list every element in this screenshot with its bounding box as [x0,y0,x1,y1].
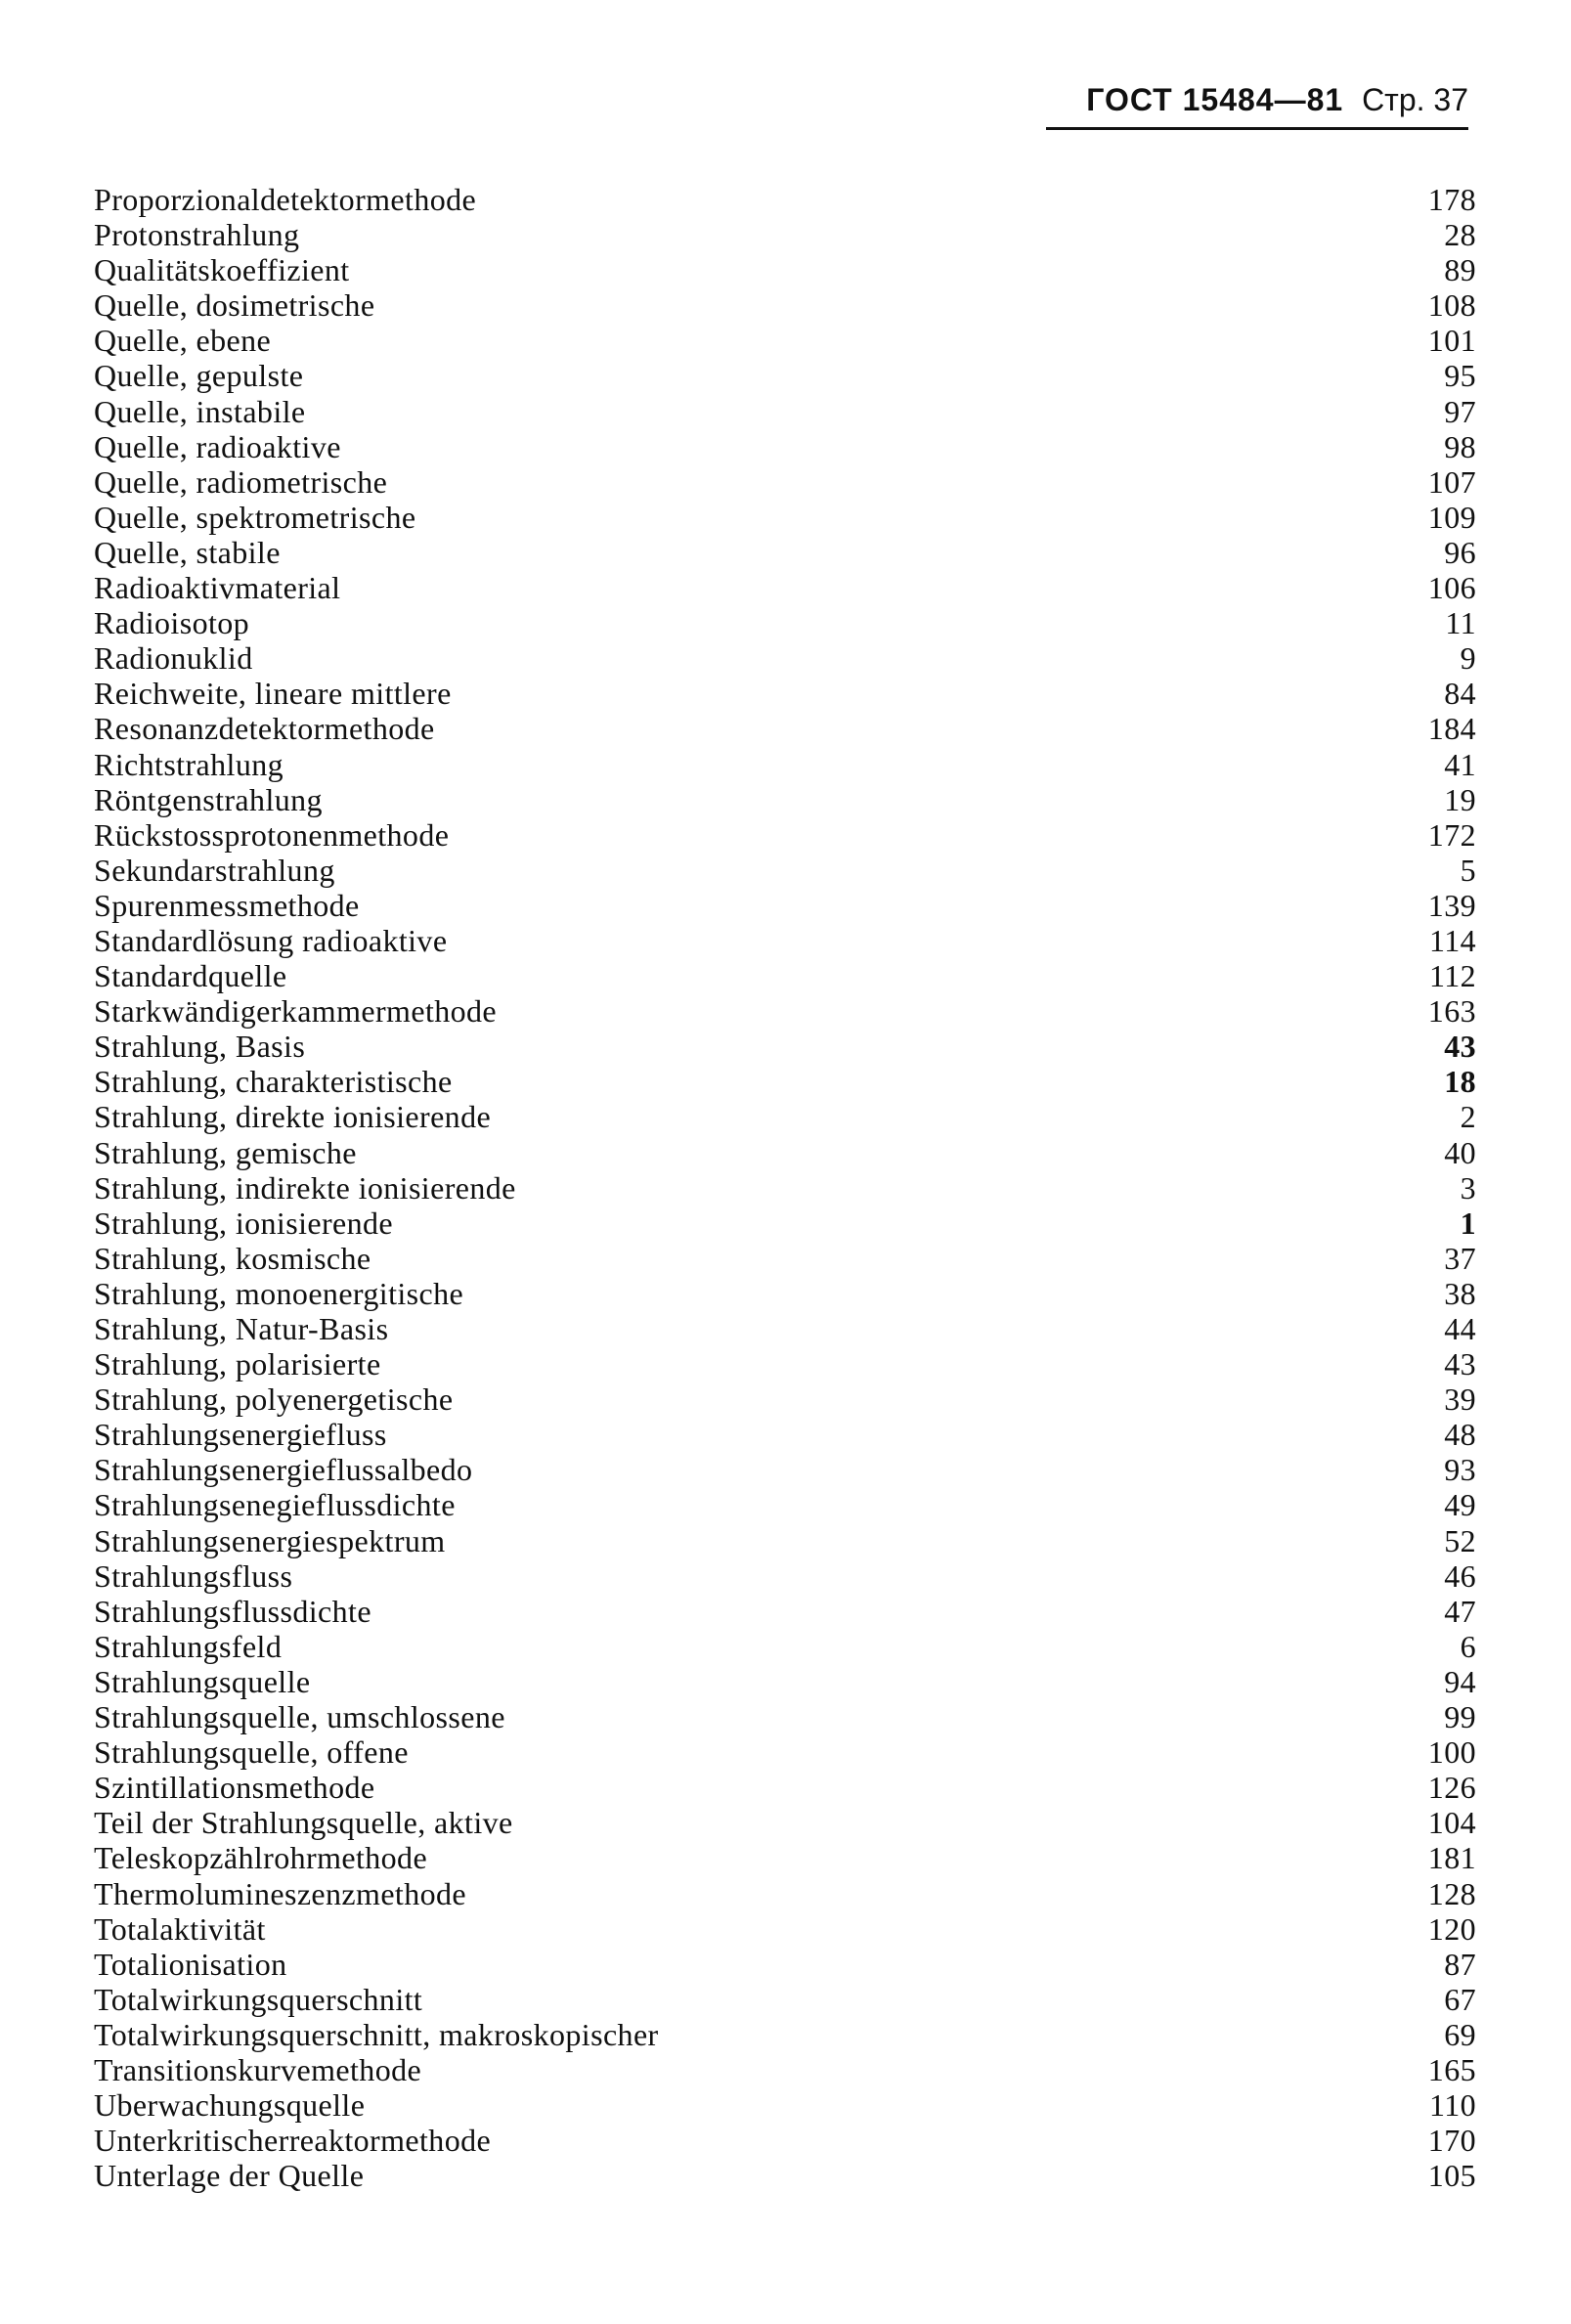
index-entry [94,1381,1476,1417]
index-term: Resonanzdetektormethode [94,711,435,747]
index-entry [94,1099,1476,1134]
index-term: Sekundarstrahlung [94,852,335,888]
index-entry [94,676,1476,711]
index-entry [94,1241,1476,1276]
index-term-number: 172 [1427,816,1476,853]
index-entry [94,923,1476,958]
index-entry [94,1064,1476,1099]
index-term: Strahlungsenergiefluss [94,1417,387,1453]
index-entry [94,1770,1476,1805]
index-entry [94,1664,1476,1699]
index-entry [94,429,1476,464]
index-term: Qualitätskoeffizient [94,252,350,288]
index-term: Strahlung, polarisierte [94,1346,381,1382]
index-term-number: 19 [1444,781,1476,817]
index-entry [94,1699,1476,1734]
index-term: Teleskopzählrohrmethode [94,1840,428,1876]
index-term-number: 105 [1427,2158,1476,2194]
index-term: Strahlung, monoenergitische [94,1275,464,1311]
index-term: Strahlungsflussdichte [94,1593,371,1629]
index-term-number: 84 [1444,676,1476,712]
index-entry [94,1206,1476,1241]
index-entry [94,1947,1476,1982]
index-entry [94,1029,1476,1064]
index-entry [94,1734,1476,1770]
index-entry [94,853,1476,888]
index-entry [94,1135,1476,1170]
index-term: Protonstrahlung [94,217,300,253]
index-term: Quelle, instabile [94,393,306,429]
index-entry [94,605,1476,640]
index-entry [94,323,1476,358]
index-term: Quelle, stabile [94,534,281,570]
index-term-number: 3 [1460,1169,1476,1206]
index-term-number: 11 [1445,605,1476,641]
index-entry [94,958,1476,993]
index-term: Starkwändigerkammermethode [94,993,498,1030]
index-term: Strahlung, kosmische [94,1240,371,1276]
index-term-number: 108 [1427,287,1476,324]
index-entry [94,782,1476,817]
index-term-number: 49 [1444,1487,1476,1523]
index-term: Spurenmessmethode [94,887,360,923]
index-term-number: 67 [1444,1981,1476,2017]
index-entry [94,1487,1476,1522]
index-term-number: 43 [1444,1346,1476,1382]
index-term-number: 114 [1428,922,1476,958]
index-entry [94,1629,1476,1664]
index-term: Quelle, radioaktive [94,428,341,464]
index-entry [94,747,1476,782]
index-term-number: 100 [1427,1734,1476,1771]
index-term-number: 178 [1427,182,1476,217]
index-term-number: 37 [1444,1240,1476,1276]
index-term: Proporzionaldetektormethode [94,182,477,217]
index-term-number: 87 [1444,1946,1476,1982]
page-number: Стр. 37 [1362,82,1468,117]
index-entry [94,1170,1476,1206]
index-entry [94,570,1476,605]
index-term-number: 2 [1460,1099,1476,1135]
term-index-list [94,182,1476,2193]
index-term-number: 99 [1444,1699,1476,1735]
index-entry [94,1452,1476,1487]
index-term-number: 1 [1460,1205,1476,1241]
index-term-number: 48 [1444,1417,1476,1453]
index-entry [94,182,1476,217]
index-term-number: 109 [1427,499,1476,535]
index-term: Strahlung, charakteristische [94,1064,453,1100]
index-entry [94,1594,1476,1629]
index-entry [94,535,1476,570]
index-entry [94,1346,1476,1381]
index-term: Quelle, ebene [94,323,272,359]
index-entry [94,1311,1476,1346]
index-entry [94,640,1476,676]
index-term-number: 46 [1444,1557,1476,1594]
index-entry [94,1558,1476,1594]
index-entry [94,464,1476,500]
index-entry [94,358,1476,393]
index-term: Quelle, gepulste [94,358,304,394]
index-term-number: 98 [1444,428,1476,464]
index-term-number: 165 [1427,2051,1476,2087]
index-entry [94,1276,1476,1311]
index-term-number: 89 [1444,252,1476,288]
index-term: Transitionskurvemethode [94,2051,422,2087]
index-term: Strahlung, Basis [94,1029,306,1065]
index-term: Strahlung, polyenergetische [94,1381,454,1418]
index-term-number: 6 [1460,1628,1476,1664]
index-term-number: 110 [1428,2087,1476,2124]
index-term: Quelle, spektrometrische [94,499,416,535]
index-term: Reichweite, lineare mittlere [94,676,452,712]
index-term: Radioisotop [94,605,250,641]
index-entry [94,993,1476,1029]
index-term-number: 18 [1444,1064,1476,1100]
index-entry [94,217,1476,252]
index-term-number: 93 [1444,1452,1476,1488]
index-term-number: 94 [1444,1663,1476,1699]
index-entry [94,2017,1476,2052]
index-term: Strahlungsfeld [94,1628,283,1664]
index-term-number: 96 [1444,534,1476,570]
index-term: Strahlung, direkte ionisierende [94,1099,492,1135]
index-term-number: 101 [1427,323,1476,359]
index-entry [94,1523,1476,1558]
index-term-number: 95 [1444,358,1476,394]
index-term: Strahlungsfluss [94,1557,293,1594]
index-entry [94,500,1476,535]
index-term-number: 181 [1427,1840,1476,1876]
index-term: Standardquelle [94,958,287,994]
index-term: Szintillationsmethode [94,1770,375,1806]
index-term: Strahlung, gemische [94,1134,357,1170]
index-term-number: 39 [1444,1381,1476,1418]
index-term: Teil der Strahlungsquelle, aktive [94,1805,513,1841]
index-term-number: 120 [1427,1910,1476,1947]
index-term: Rückstossprotonenmethode [94,816,450,853]
index-term: Totalwirkungsquerschnitt [94,1981,423,2017]
index-entry [94,2158,1476,2193]
index-term: Strahlung, indirekte ionisierende [94,1169,516,1206]
index-term-number: 52 [1444,1522,1476,1558]
index-term-number: 40 [1444,1134,1476,1170]
index-term-number: 139 [1427,887,1476,923]
index-entry [94,888,1476,923]
index-term-number: 126 [1427,1770,1476,1806]
index-term: Röntgenstrahlung [94,781,323,817]
index-term: Uberwachungsquelle [94,2087,366,2124]
index-term: Strahlungsquelle, umschlossene [94,1699,505,1735]
index-entry [94,252,1476,287]
index-term-number: 107 [1427,463,1476,500]
index-entry [94,394,1476,429]
index-term-number: 163 [1427,993,1476,1030]
index-term: Quelle, dosimetrische [94,287,375,324]
index-entry [94,1840,1476,1875]
index-term-number: 28 [1444,217,1476,253]
index-term-number: 184 [1427,711,1476,747]
index-term: Standardlösung radioaktive [94,922,448,958]
index-term-number: 5 [1460,852,1476,888]
index-term-number: 9 [1460,640,1476,677]
index-term-number: 43 [1444,1029,1476,1065]
index-term: Radioaktivmaterial [94,570,341,606]
index-term-number: 104 [1427,1805,1476,1841]
index-entry [94,287,1476,323]
index-entry [94,1876,1476,1911]
index-term: Strahlungsenergiespektrum [94,1522,446,1558]
index-entry [94,1982,1476,2017]
index-term-number: 38 [1444,1275,1476,1311]
index-entry [94,1805,1476,1840]
index-term: Unterlage der Quelle [94,2158,365,2194]
index-term: Strahlungsquelle, offene [94,1734,409,1771]
index-term: Strahlungsenergieflussalbedo [94,1452,473,1488]
index-term-number: 97 [1444,393,1476,429]
index-term-number: 47 [1444,1593,1476,1629]
index-term: Totalwirkungsquerschnitt, makroskopischer [94,2016,659,2052]
index-term: Thermolumineszenzmethode [94,1875,467,1911]
index-term: Totalaktivität [94,1910,266,1947]
index-entry [94,711,1476,746]
index-term-number: 41 [1444,746,1476,782]
index-entry [94,2123,1476,2158]
index-term: Totalionisation [94,1946,287,1982]
index-term-number: 106 [1427,570,1476,606]
index-term-number: 128 [1427,1875,1476,1911]
index-term: Richtstrahlung [94,746,284,782]
index-entry [94,2052,1476,2087]
index-term: Strahlungsenegieflussdichte [94,1487,456,1523]
index-term: Unterkritischerreaktormethode [94,2123,492,2159]
index-term: Strahlungsquelle [94,1663,311,1699]
index-term: Strahlung, Natur-Basis [94,1311,389,1346]
index-term: Strahlung, ionisierende [94,1205,394,1241]
index-term-number: 170 [1427,2123,1476,2159]
index-entry [94,817,1476,853]
index-term: Quelle, radiometrische [94,463,388,500]
index-entry [94,1417,1476,1452]
index-term-number: 112 [1428,958,1476,994]
index-entry [94,2087,1476,2123]
standard-code: ГОСТ 15484—81 [1086,82,1344,117]
index-term: Radionuklid [94,640,253,677]
page-header [1046,76,1468,130]
index-entry [94,1911,1476,1947]
index-term-number: 69 [1444,2016,1476,2052]
index-term-number: 44 [1444,1311,1476,1346]
